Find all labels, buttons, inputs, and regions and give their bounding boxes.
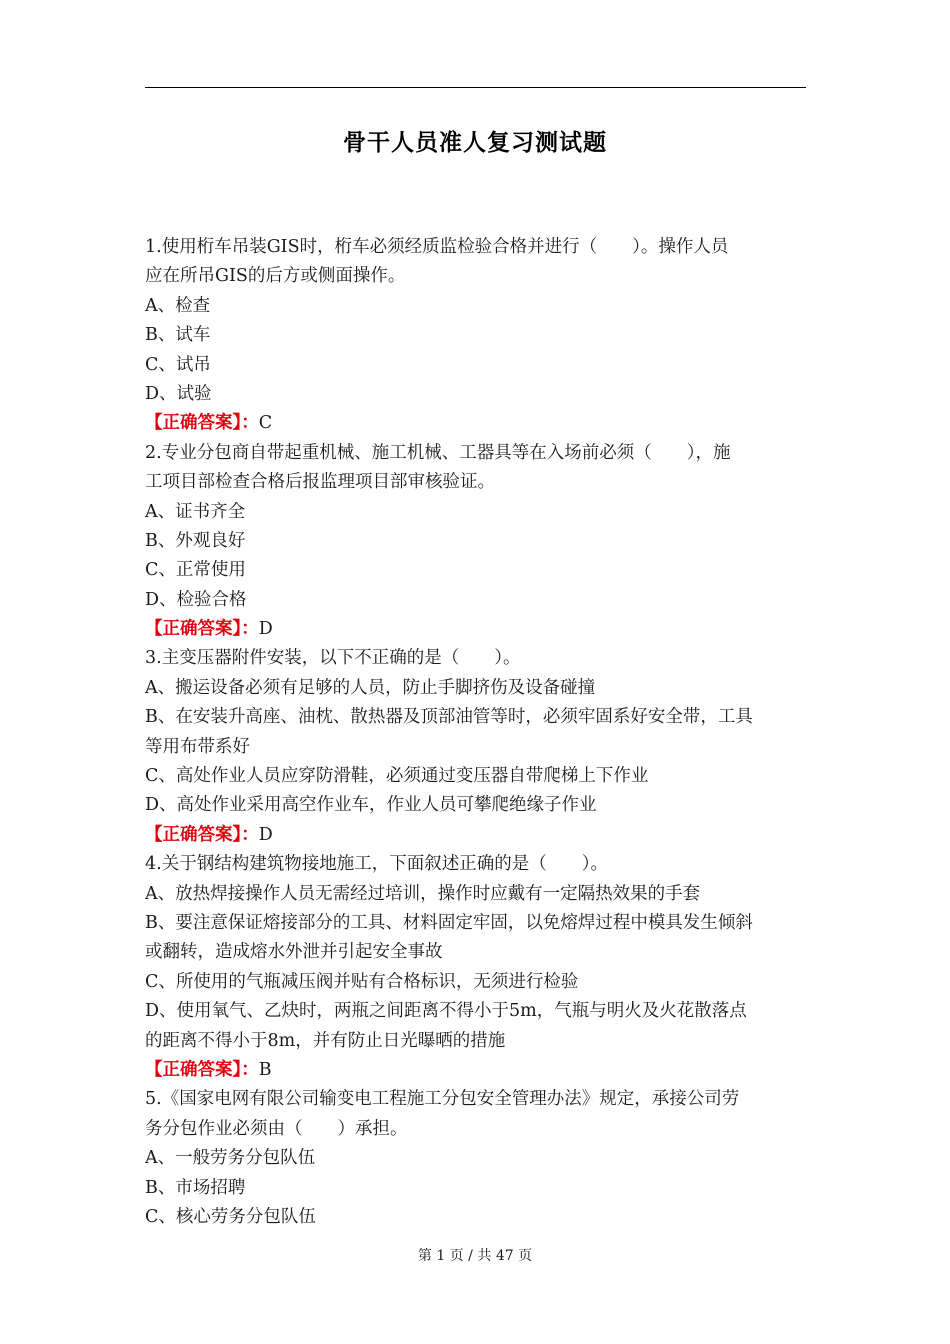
option-b: B、试车 — [145, 325, 211, 346]
question-stem: 5.《国家电网有限公司输变电工程施工分包安全管理办法》规定，承接公司劳 — [145, 1089, 740, 1110]
footer-prefix: 第 — [417, 1248, 437, 1264]
option-a: A、检查 — [145, 295, 211, 316]
answer-value: B — [258, 1059, 272, 1080]
footer-suffix: 页 — [513, 1248, 533, 1264]
header-rule — [145, 87, 806, 88]
option-b: B、市场招聘 — [145, 1177, 246, 1198]
option-b: B、要注意保证熔接部分的工具、材料固定牢固，以免熔焊过程中模具发生倾斜 — [145, 912, 753, 933]
answer-value: C — [258, 413, 273, 434]
answer-line — [145, 409, 807, 438]
question-stem: 工项目部检查合格后报监理项目部审核验证。 — [145, 472, 495, 493]
question-2 — [145, 439, 807, 645]
page-footer — [0, 1245, 950, 1265]
footer-middle: 页 / 共 — [445, 1248, 496, 1264]
option-a: A、一般劳务分包队伍 — [145, 1148, 316, 1169]
option-c: C、核心劳务分包队伍 — [145, 1206, 316, 1227]
option-d: D、使用氧气、乙炔时，两瓶之间距离不得小于5m，气瓶与明火及火花散落点 — [145, 1001, 747, 1022]
question-4 — [145, 850, 807, 1085]
answer-label: 【正确答案】： — [145, 413, 259, 434]
question-5 — [145, 1085, 807, 1232]
option-b-continued: 等用布带系好 — [145, 736, 250, 757]
option-a: A、证书齐全 — [145, 501, 246, 522]
option-a: A、搬运设备必须有足够的人员，防止手脚挤伤及设备碰撞 — [145, 677, 596, 698]
question-stem: 4.关于钢结构建筑物接地施工，下面叙述正确的是（ ）。 — [145, 854, 608, 875]
option-b-continued: 或翻转，造成熔水外泄并引起安全事故 — [145, 942, 443, 963]
footer-total-pages: 47 — [495, 1248, 514, 1264]
option-c: C、高处作业人员应穿防滑鞋，必须通过变压器自带爬梯上下作业 — [145, 766, 649, 787]
option-d: D、试验 — [145, 383, 212, 404]
document-title: 骨干人员准人复习测试题 — [343, 130, 607, 156]
option-c: C、试吊 — [145, 354, 211, 375]
question-stem: 3.主变压器附件安装，以下不正确的是（ ）。 — [145, 648, 521, 669]
question-stem: 应在所吊GIS的后方或侧面操作。 — [145, 266, 406, 287]
option-d: D、检验合格 — [145, 589, 247, 610]
option-a: A、放热焊接操作人员无需经过培训，操作时应戴有一定隔热效果的手套 — [145, 883, 701, 904]
answer-line — [145, 1056, 807, 1085]
option-c: C、所使用的气瓶减压阀并贴有合格标识，无须进行检验 — [145, 971, 579, 992]
option-c: C、正常使用 — [145, 560, 246, 581]
question-stem: 2.专业分包商自带起重机械、施工机械、工器具等在入场前必须（ ），施 — [145, 442, 731, 463]
answer-value: D — [258, 619, 273, 640]
answer-label: 【正确答案】： — [145, 824, 259, 845]
option-d-continued: 的距离不得小于8m，并有防止日光曝晒的措施 — [145, 1030, 506, 1051]
question-stem: 务分包作业必须由（ ）承担。 — [145, 1118, 408, 1139]
answer-line — [145, 821, 807, 850]
question-1 — [145, 233, 807, 439]
footer-page-number: 1 — [436, 1248, 446, 1264]
option-b: B、外观良好 — [145, 530, 246, 551]
answer-label: 【正确答案】： — [145, 1059, 259, 1080]
question-stem: 1.使用桁车吊装GIS时，桁车必须经质监检验合格并进行（ ）。操作人员 — [145, 237, 729, 257]
answer-value: D — [258, 824, 273, 845]
answer-label: 【正确答案】： — [145, 619, 259, 640]
option-b: B、在安装升高座、油枕、散热器及顶部油管等时，必须牢固系好安全带，工具 — [145, 707, 753, 728]
answer-line — [145, 615, 807, 644]
option-d: D、高处作业采用高空作业车，作业人员可攀爬绝缘子作业 — [145, 795, 597, 816]
question-3 — [145, 644, 807, 850]
question-list — [145, 233, 807, 1232]
